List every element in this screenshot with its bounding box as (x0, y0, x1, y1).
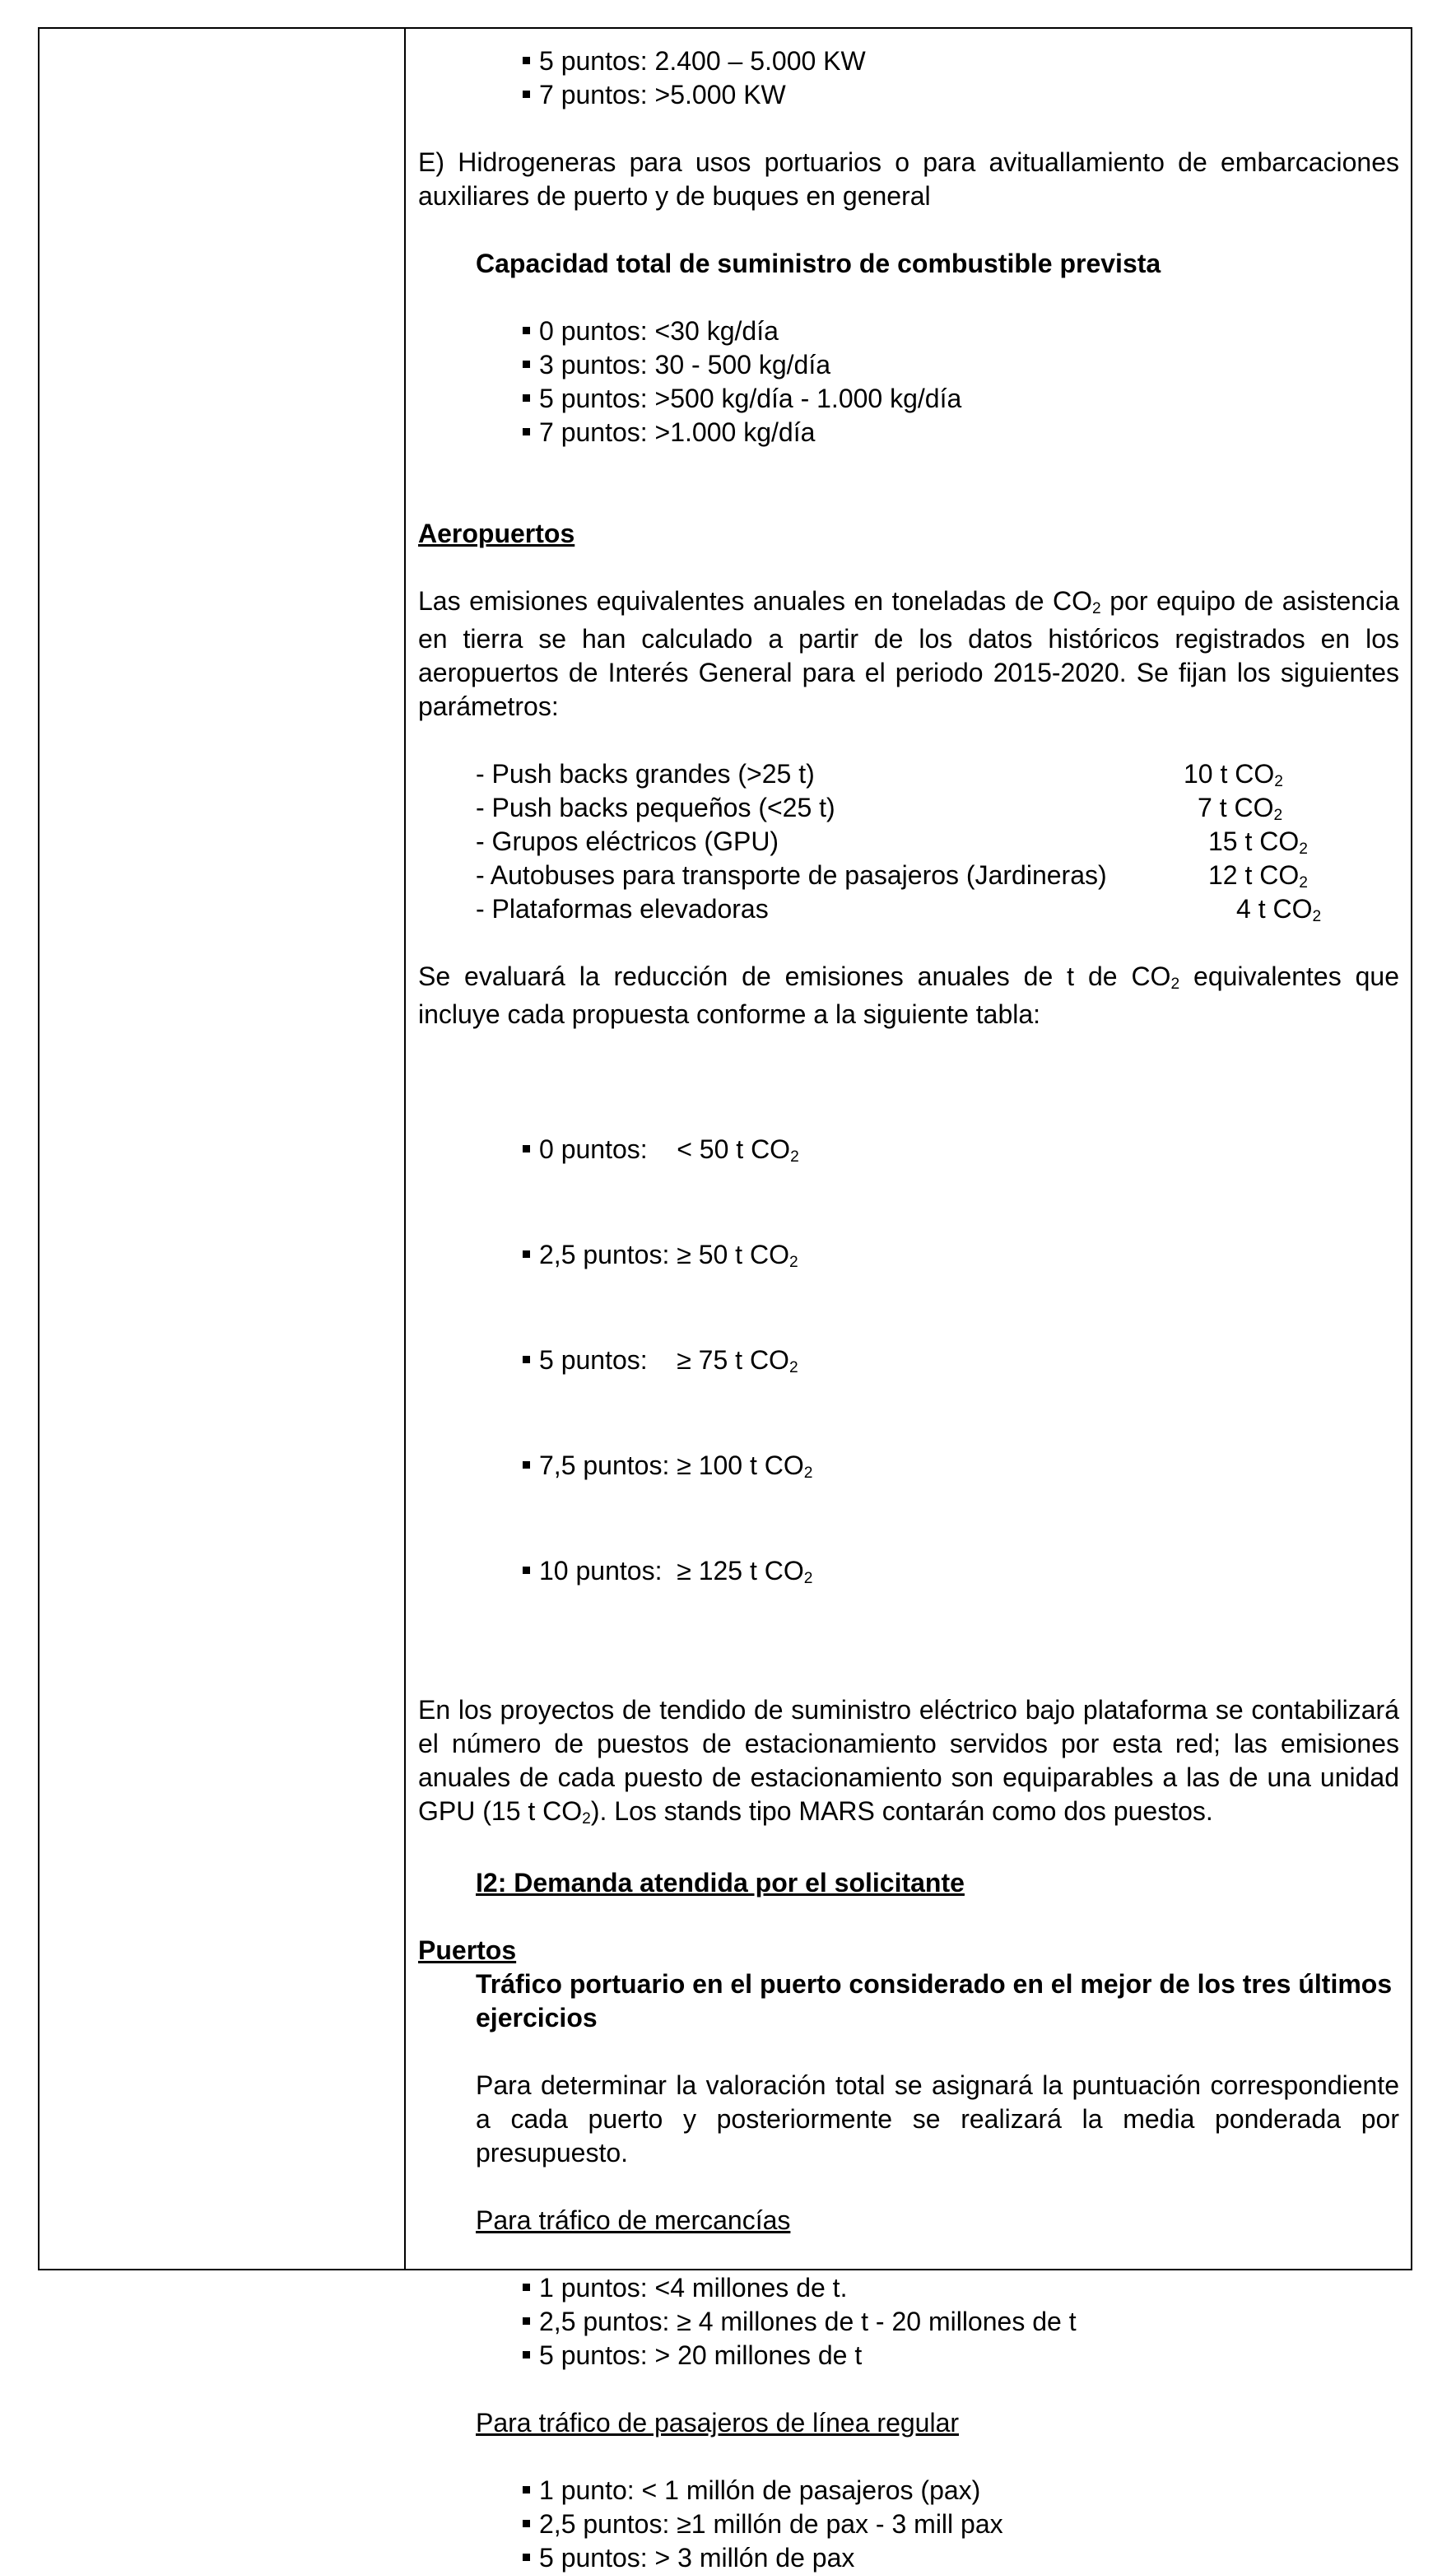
list-item: 5 puntos: >500 kg/día - 1.000 kg/día (521, 382, 1399, 416)
power-score-list (418, 44, 1399, 112)
i2-title: I2: Demanda atendida por el solicitante (476, 1868, 965, 1897)
document-frame (38, 27, 1412, 2573)
parameter-value: 10 t $CO_2$ (1184, 759, 1283, 790)
emission-parameters (418, 757, 1399, 926)
list-item: 5 puntos: ≥ 75 t $CO_2$ (521, 1343, 1399, 1381)
parameter-value: 15 t $CO_2$ (1208, 827, 1308, 858)
column-divider (404, 29, 406, 2269)
tendido-text: En los proyectos de tendido de suministro eléctrico bajo plataforma se contabilizará el número de puestos de estacionamiento servidos por esta red; las emisiones anuales de cada puesto de estacionamiento son equiparables a las de una unidad GPU (15 t $CO_2$). Los stands tipo MARS contarán como dos puestos. (418, 1695, 1399, 1828)
list-item: 7,5 puntos: ≥ 100 t $CO_2$ (521, 1449, 1399, 1487)
parameter-row: - Plataformas elevadoras 4 t $CO_2$ (418, 892, 1399, 926)
aeropuertos-intro: Las emisiones equivalentes anuales en toneladas de $CO_2$ por equipo de asistencia en tierra se han calculado a partir de los datos históricos registrados en los aeropuertos de Interés General para el periodo 2015-2020. Se fijan los siguientes parámetros: (418, 586, 1400, 721)
puertos-title: Puertos (418, 1935, 517, 1965)
list-item: 1 punto: < 1 millón de pasajeros (pax) (521, 2474, 1399, 2507)
parameter-row: - Autobuses para transporte de pasajeros (Jardineras) 12 t $CO_2$ (418, 859, 1399, 892)
list-item: 0 puntos: < 50 t $CO_2$ (521, 1133, 1399, 1171)
parameter-value: 12 t $CO_2$ (1208, 860, 1308, 892)
list-item: 2,5 puntos: ≥ 4 millones de t - 20 millones de t (521, 2305, 1399, 2339)
list-item: 1 puntos: <4 millones de t. (521, 2271, 1399, 2305)
parameter-row: - Push backs pequeños (<25 t) 7 t $CO_2$ (418, 791, 1399, 825)
puertos-heading: Tráfico portuario en el puerto considerado en el mejor de los tres últimos ejercicios (476, 1969, 1393, 2033)
section-e-heading: Capacidad total de suministro de combustible prevista (476, 249, 1161, 278)
list-item: 3 puntos: 30 - 500 kg/día (521, 348, 1399, 382)
list-item: 7 puntos: >5.000 KW (521, 78, 1399, 112)
list-item: 5 puntos: > 3 millón de pax (521, 2541, 1399, 2575)
list-item: 0 puntos: <30 kg/día (521, 314, 1399, 348)
parameter-value: 7 t $CO_2$ (1198, 793, 1283, 824)
evaluation-text: Se evaluará la reducción de emisiones anuales de t de $CO_2$ equivalentes que incluye cada propuesta conforme a la siguiente tabla: (418, 962, 1399, 1029)
parameter-value: 4 t $CO_2$ (1236, 894, 1322, 925)
list-item: 2,5 puntos: ≥1 millón de pax - 3 mill pax (521, 2507, 1399, 2541)
list-item: 2,5 puntos: ≥ 50 t $CO_2$ (521, 1238, 1399, 1276)
content-column (418, 29, 1399, 2575)
pasajeros-title: Para tráfico de pasajeros de línea regular (476, 2408, 960, 2438)
hydrogen-score-list (418, 314, 1399, 449)
puertos-text: Para determinar la valoración total se asignará la puntuación correspondiente a cada puerto y posteriormente se realizará la media ponderada por presupuesto. (476, 2070, 1399, 2168)
list-item: 5 puntos: 2.400 – 5.000 KW (521, 44, 1399, 78)
list-item: 10 puntos: ≥ 125 t $CO_2$ (521, 1554, 1399, 1592)
parameter-row: - Grupos eléctricos (GPU) 15 t $CO_2$ (418, 825, 1399, 859)
mercancias-score-list (418, 2271, 1399, 2372)
list-item: 7 puntos: >1.000 kg/día (521, 416, 1399, 449)
pasajeros-score-list (418, 2474, 1399, 2575)
aeropuertos-title: Aeropuertos (418, 519, 575, 548)
list-item: 5 puntos: > 20 millones de t (521, 2339, 1399, 2372)
emission-score-list (418, 1065, 1399, 1660)
section-e-text: E) Hidrogeneras para usos portuarios o para avituallamiento de embarcaciones auxiliares de puerto y de buques en general (418, 147, 1399, 211)
mercancias-title: Para tráfico de mercancías (476, 2205, 791, 2235)
parameter-row: - Push backs grandes (>25 t) 10 t $CO_2$ (418, 757, 1399, 791)
